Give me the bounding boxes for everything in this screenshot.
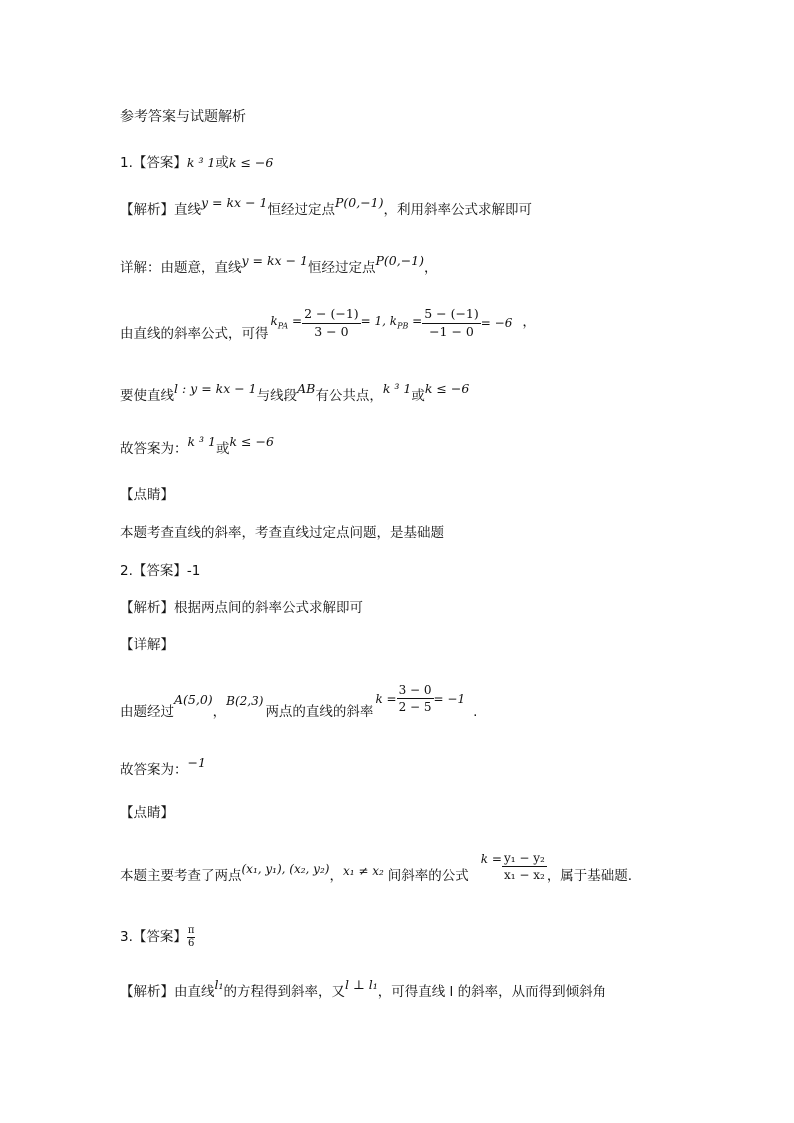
q1-answer bbox=[120, 157, 273, 171]
q2-frac: $\frac{3 - 0}{2 - 5}$ bbox=[398, 683, 432, 714]
q2-point-a: A(5,0) bbox=[174, 692, 213, 708]
q1-cond-mid: 与线段 bbox=[256, 388, 298, 404]
q2-comma: ， bbox=[212, 703, 227, 720]
q1-slope-mid: = 1, $k_{PB}$ = bbox=[360, 314, 423, 331]
q1-frac-1: $\frac{2 - (-1)}{3 - 0}$ bbox=[304, 306, 359, 339]
q3-label: 3.【答案】 bbox=[120, 928, 187, 945]
q1-analysis-point: P(0,−1) bbox=[334, 195, 384, 210]
q2-label: 2.【答案】 bbox=[120, 563, 187, 579]
q1-answer-or: 或 bbox=[215, 155, 229, 171]
q2-detail-label: 【详解】 bbox=[120, 637, 174, 653]
q2-final-prefix: 故答案为： bbox=[120, 762, 188, 778]
q1-final bbox=[120, 434, 274, 457]
q2-points: (x₁, y₁), (x₂, y₂) bbox=[241, 861, 330, 876]
q2-cond: x₁ ≠ x₂ bbox=[342, 863, 384, 878]
q1-cond-k1: k ³ 1 bbox=[382, 381, 412, 396]
q2-analysis: 【解析】根据两点间的斜率公式求解即可 bbox=[120, 600, 363, 616]
q1-label: 1.【答案】 bbox=[120, 155, 187, 171]
q1-cond-prefix: 要使直线 bbox=[120, 388, 174, 404]
q1-condition bbox=[120, 381, 470, 404]
q3-analysis-end: ，可得直线 l 的斜率，从而得到倾斜角 bbox=[377, 984, 607, 1000]
q1-detail bbox=[120, 253, 438, 276]
q2-detail-mid: 两点的直线的斜率 bbox=[265, 703, 374, 720]
q2-comment-label: 【点睛】 bbox=[120, 805, 174, 821]
q2-period: . bbox=[473, 703, 478, 720]
q3-answer bbox=[120, 926, 195, 949]
q1-comment-label: 【点睛】 bbox=[120, 487, 174, 503]
q3-perp: l ⊥ l₁ bbox=[345, 977, 378, 992]
q1-cond-ab: AB bbox=[297, 381, 316, 396]
q1-slope-line bbox=[120, 306, 536, 343]
q1-final-k1: k ³ 1 bbox=[187, 434, 216, 449]
q2-comment-sep: ， bbox=[329, 867, 343, 884]
q2-detail-prefix: 由题经过 bbox=[120, 703, 174, 720]
q1-final-prefix: 故答案为： bbox=[120, 441, 188, 457]
q2-answer bbox=[120, 565, 200, 579]
q1-analysis-eq: y = kx − 1 bbox=[201, 195, 268, 210]
q1-cond-k2: k ≤ −6 bbox=[424, 381, 470, 396]
q1-detail-prefix: 详解：由题意，直线 bbox=[120, 260, 242, 276]
q3-analysis bbox=[120, 977, 607, 1000]
q1-analysis-end: ，利用斜率公式求解即可 bbox=[383, 202, 533, 218]
q2-formula-k: k = bbox=[480, 851, 502, 866]
q1-cond-eq: l : y = kx − 1 bbox=[174, 381, 257, 396]
q1-detail-eq: y = kx − 1 bbox=[241, 253, 308, 268]
q1-cond-or: 或 bbox=[411, 388, 425, 404]
q2-comment bbox=[120, 848, 633, 884]
q3-analysis-mid: 的方程得到斜率，又 bbox=[223, 984, 346, 1000]
q2-answer-value: -1 bbox=[186, 563, 201, 579]
q1-analysis-mid: 恒经过定点 bbox=[267, 202, 335, 218]
page-heading: 参考答案与试题解析 bbox=[120, 109, 246, 125]
q1-detail-end: ， bbox=[424, 260, 438, 276]
q1-final-or: 或 bbox=[216, 441, 230, 457]
q1-frac-2: $\frac{5 - (-1)}{-1 - 0}$ bbox=[424, 306, 479, 339]
q2-comment-mid: 间斜率的公式 bbox=[387, 867, 469, 884]
q2-k-eq: k = bbox=[375, 691, 397, 706]
q2-formula-frac: $\frac{\text{y₁ − y₂}}{\text{x₁ − x₂}}$ bbox=[503, 851, 545, 882]
q2-comment-prefix: 本题主要考查了两点 bbox=[120, 867, 242, 884]
q1-analysis-label: 【解析】直线 bbox=[120, 202, 201, 218]
q1-kpa: $k_{PA}$ = bbox=[270, 314, 303, 331]
q1-answer-math2: k ≤ −6 bbox=[228, 155, 274, 170]
q2-result: = −1 bbox=[433, 691, 466, 706]
q1-cond-mid2: 有公共点， bbox=[315, 388, 383, 404]
q3-analysis-prefix: 【解析】由直线 bbox=[120, 984, 215, 1000]
q1-comment: 本题考查直线的斜率，考查直线过定点问题，是基础题 bbox=[120, 525, 444, 541]
q1-answer-math: k ³ 1 bbox=[186, 155, 216, 170]
q1-detail-point: P(0,−1) bbox=[375, 253, 425, 268]
q2-detail bbox=[120, 683, 478, 720]
q1-analysis bbox=[120, 195, 533, 218]
q2-final bbox=[120, 755, 206, 778]
q3-l1: l₁ bbox=[214, 977, 224, 992]
q3-answer-frac: $\frac{\pi}{6}$ bbox=[187, 925, 195, 949]
q2-final-value: −1 bbox=[187, 755, 206, 770]
q1-slope-end: ， bbox=[522, 314, 536, 331]
q2-comment-end: ，属于基础题. bbox=[546, 867, 633, 884]
q1-final-k2: k ≤ −6 bbox=[229, 434, 274, 449]
q1-slope-prefix: 由直线的斜率公式，可得 bbox=[120, 326, 269, 343]
q1-detail-mid: 恒经过定点 bbox=[307, 260, 376, 276]
q1-slope-result: = −6 bbox=[480, 316, 513, 330]
q2-point-b: B(2,3) bbox=[226, 693, 264, 708]
